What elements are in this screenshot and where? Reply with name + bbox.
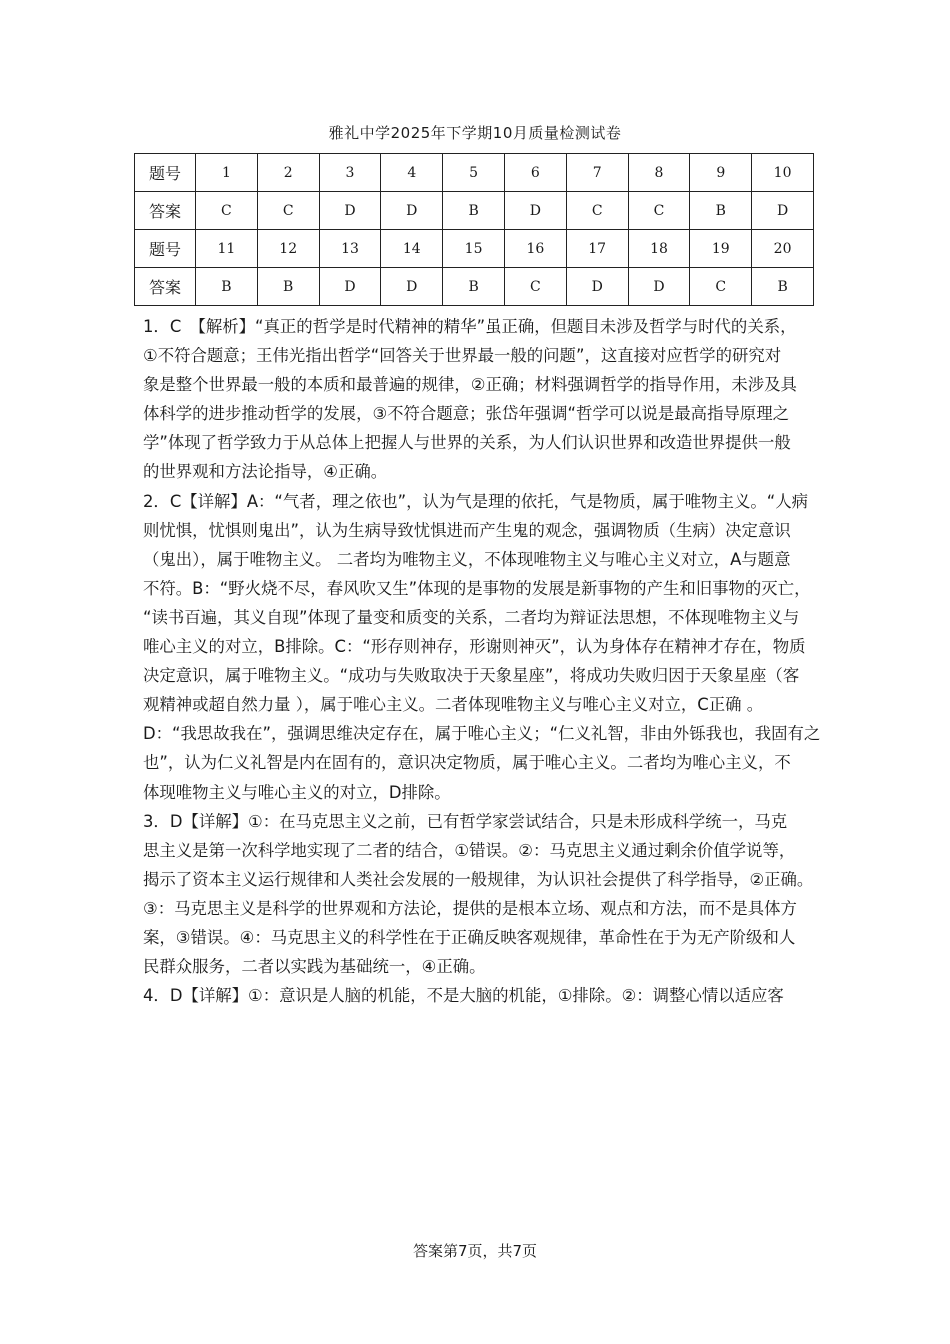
table-row [135,192,814,230]
text-line: 观精神或超自然力量 ），属于唯心主义。二者体现唯物主义与唯心主义对立，C正确 。 [143,695,764,715]
text-line: 则忧惧，忧惧则鬼出”，认为生病导致忧惧进而产生鬼的观念，强调物质（生病）决定意识 [143,520,791,540]
table-cell: 11 [196,230,258,268]
table-cell: 3 [319,154,381,192]
text-line: 唯心主义的对立，B排除。C：“形存则神存，形谢则神灭”，认为身体存在精神才存在，物质 [143,637,806,657]
table-cell: 14 [381,230,443,268]
table-cell: B [443,192,505,230]
text-line: 揭示了资本主义运行规律和人类社会发展的一般规律，为认识社会提供了科学指导，②正确。 [143,869,814,889]
text-line: 1．C 【解析】“真正的哲学是时代精神的精华”虽正确，但题目未涉及哲学与时代的关系， [143,317,797,336]
text-line: ①不符合题意；王伟光指出哲学“回答关于世界最一般的问题”，这直接对应哲学的研究对 [143,346,782,366]
table-cell: 16 [504,230,566,268]
table-cell: B [257,268,319,306]
table-cell: C [690,268,752,306]
table-row [135,268,814,306]
table-cell: 4 [381,154,443,192]
table-cell: 20 [752,230,814,268]
table-cell: 5 [443,154,505,192]
text-line: 3．D【详解】①：在马克思主义之前，已有哲学家尝试结合，只是未形成科学统一，马克 [143,811,788,831]
text-line: 体现唯物主义与唯心主义的对立，D排除。 [143,782,451,802]
table-cell: 18 [628,230,690,268]
table-cell: B [752,268,814,306]
table-cell: 13 [319,230,381,268]
text-line: 2．C【详解】A：“气者，理之依也”，认为气是理的依托，气是物质，属于唯物主义。“人病 [143,491,809,511]
page-footer: 答案第7页，共7页 [412,1242,538,1260]
text-line: （鬼出），属于唯物主义。 二者均为唯物主义，不体现唯物主义与唯心主义对立，A与题意 [143,549,791,569]
text-line: ③：马克思主义是科学的世界观和方法论，提供的是根本立场、观点和方法，而不是具体方 [143,898,797,918]
table-row [135,154,814,192]
table-cell: D [319,268,381,306]
table-cell: B [196,268,258,306]
text-line: 民群众服务，二者以实践为基础统一，④正确。 [143,957,486,977]
table-cell: D [381,192,443,230]
table-cell: C [566,192,628,230]
text-line: 体科学的进步推动哲学的发展，③不符合题意；张岱年强调“哲学可以说是最高指导原理之 [143,404,790,424]
row-label: 题号 [135,154,196,192]
table-row [135,230,814,268]
row-label: 答案 [135,268,196,306]
table-cell: C [628,192,690,230]
table-cell: D [752,192,814,230]
table-cell: 9 [690,154,752,192]
table-cell: D [504,192,566,230]
text-line: 4．D【详解】①：意识是人脑的机能，不是大脑的机能，①排除。②：调整心情以适应客 [143,986,784,1006]
table-cell: 6 [504,154,566,192]
table-cell: 12 [257,230,319,268]
table-cell: 10 [752,154,814,192]
text-line: 也”，认为仁义礼智是内在固有的，意识决定物质，属于唯心主义。二者均为唯心主义，不 [143,753,791,773]
table-cell: D [628,268,690,306]
text-line: 象是整个世界最一般的本质和最普遍的规律，②正确；材料强调哲学的指导作用，未涉及具 [143,375,797,395]
table-cell: B [443,268,505,306]
table-cell: B [690,192,752,230]
table-cell: C [196,192,258,230]
table-cell: C [257,192,319,230]
table-cell: D [381,268,443,306]
table-cell: 1 [196,154,258,192]
answer-table [134,153,814,306]
table-cell: 2 [257,154,319,192]
text-line: 思主义是第一次科学地实现了二者的结合，①错误。②：马克思主义通过剩余价值学说等， [143,840,796,860]
table-cell: D [319,192,381,230]
text-line: 案，③错误。④：马克思主义的科学性在于正确反映客观规律，革命性在于为无产阶级和人 [143,927,796,947]
table-cell: 17 [566,230,628,268]
page-title: 雅礼中学2025年下学期10月质量检测试卷 [328,124,622,142]
table-cell: D [566,268,628,306]
text-line: 不符。B：“野火烧不尽，春风吹又生”体现的是事物的发展是新事物的产生和旧事物的灭亡， [143,578,811,598]
text-line: 学”体现了哲学致力于从总体上把握人与世界的关系，为人们认识世界和改造世界提供一般 [143,433,791,453]
table-cell: 7 [566,154,628,192]
table-cell: 15 [443,230,505,268]
row-label: 答案 [135,192,196,230]
text-line: “读书百遍，其义自现”体现了量变和质变的关系，二者均为辩证法思想，不体现唯物主义与 [143,607,800,627]
text-line: 的世界观和方法论指导，④正确。 [143,462,388,482]
table-cell: C [504,268,566,306]
text-line: 决定意识，属于唯物主义。“成功与失败取决于天象星座”，将成功失败归因于天象星座（客 [143,666,800,686]
table-cell: 8 [628,154,690,192]
row-label: 题号 [135,230,196,268]
table-cell: 19 [690,230,752,268]
answer-explanations [143,312,855,1010]
text-line: D：“我思故我在”，强调思维决定存在，属于唯心主义；“仁义礼智，非由外铄我也，我固有之 [143,724,821,744]
